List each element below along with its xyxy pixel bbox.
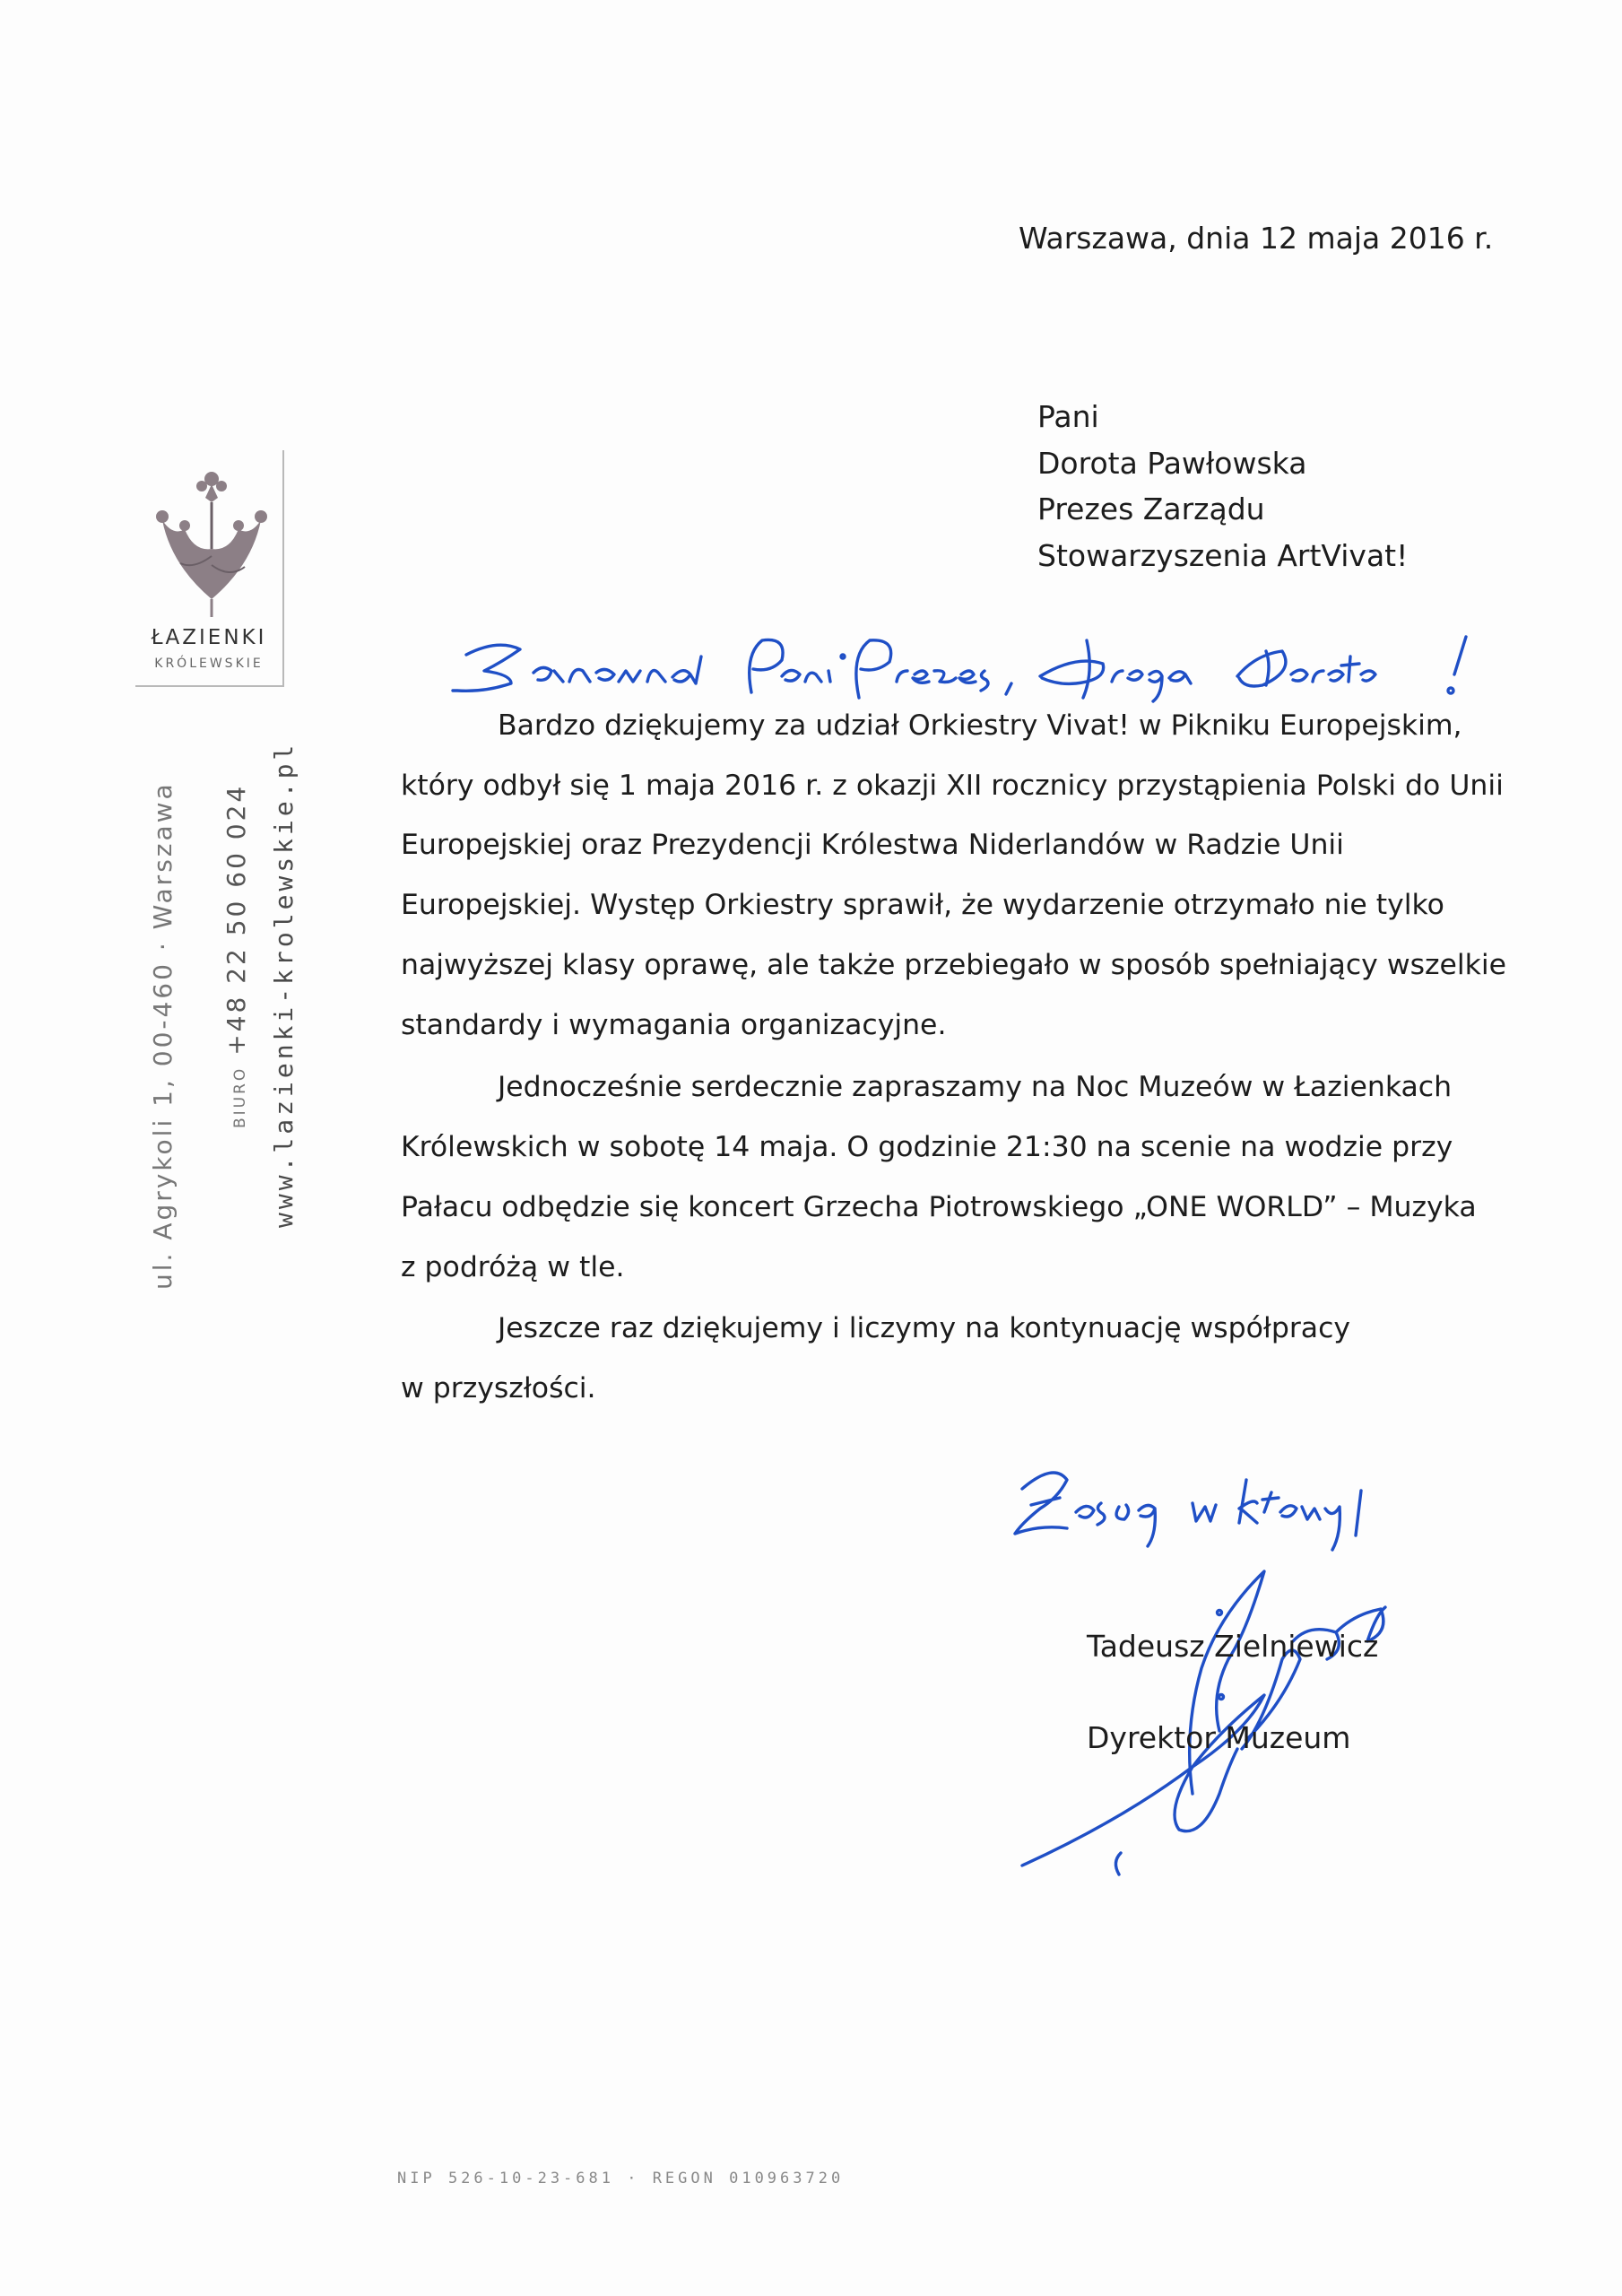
logo-subtitle: KRÓLEWSKIE <box>154 657 264 671</box>
signatory-title: Dyrektor Muzeum <box>1087 1720 1351 1755</box>
museum-logo <box>135 450 284 687</box>
letterhead-address: ul. Agrykoli 1, 00-460 · Warszawa <box>148 781 178 1290</box>
recipient-line-1: Pani <box>1037 399 1099 434</box>
body-p1-line-3: Europejskiej oraz Prezydencji Królestwa Niderlandów w Radzie Unii <box>401 829 1344 861</box>
phone-label: BIURO <box>231 1065 249 1128</box>
handwritten-closing <box>1004 1453 1399 1561</box>
body-p1-line-5: najwyższej klasy oprawę, ale także przebiegało w sposób spełniający wszelkie <box>401 949 1507 981</box>
body-p2-line-4: z podróżą w tle. <box>401 1251 625 1283</box>
body-p3-line-2: w przyszłości. <box>401 1372 596 1405</box>
body-p1-line-6: standardy i wymagania organizacyjne. <box>401 1009 947 1041</box>
signatory-name: Tadeusz Zielniewicz <box>1087 1629 1379 1664</box>
recipient-line-3: Prezes Zarządu <box>1037 491 1265 526</box>
recipient-line-2: Dorota Pawłowska <box>1037 446 1307 481</box>
handwritten-salutation <box>448 619 1497 718</box>
body-p2-line-2: Królewskich w sobotę 14 maja. O godzinie 21:30 na scenie na wodzie przy <box>401 1131 1453 1163</box>
body-p1-line-4: Europejskiej. Występ Orkiestry sprawił, że wydarzenie otrzymało nie tylko <box>401 889 1444 921</box>
letterhead-website: www.lazienki-krolewskie.pl <box>269 741 299 1228</box>
body-p2-line-1: Jednocześnie serdecznie zapraszamy na Noc Muzeów w Łazienkach <box>498 1071 1453 1103</box>
body-p3-line-1: Jeszcze raz dziękujemy i liczymy na kontynuację współpracy <box>498 1312 1351 1344</box>
body-p1-line-1: Bardzo dziękujemy za udział Orkiestry Vivat! w Pikniku Europejskim, <box>498 709 1462 742</box>
body-p1-line-2: który odbył się 1 maja 2016 r. z okazji XII rocznicy przystąpienia Polski do Unii <box>401 770 1504 802</box>
crown-leaf-icon <box>144 466 279 619</box>
recipient-line-4: Stowarzyszenia ArtVivat! <box>1037 538 1409 573</box>
letter-date: Warszawa, dnia 12 maja 2016 r. <box>1019 221 1494 256</box>
body-p2-line-3: Pałacu odbędzie się koncert Grzecha Piotrowskiego „ONE WORLD” – Muzyka <box>401 1191 1477 1223</box>
phone-number: +48 22 50 60 024 <box>221 783 251 1056</box>
logo-name: ŁAZIENKI <box>151 626 267 649</box>
letterhead-phone <box>221 784 251 1128</box>
footer-registration: NIP 526-10-23-681 · REGON 010963720 <box>397 2170 845 2187</box>
